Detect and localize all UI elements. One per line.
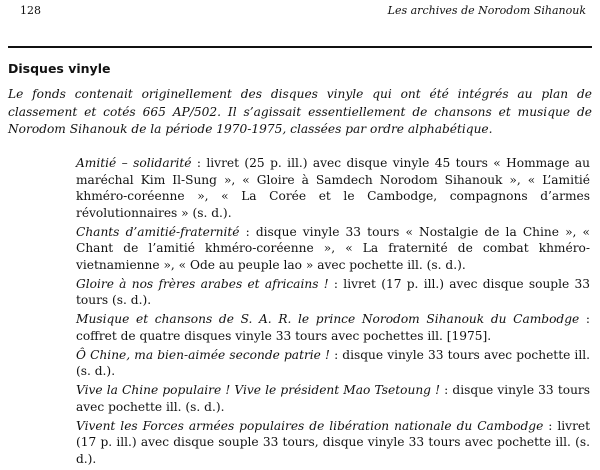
list-item — [76, 311, 590, 344]
entry-title: Vive la Chine populaire ! Vive le président Mao Tsetoung ! — [76, 383, 441, 397]
list-item — [76, 276, 590, 309]
entry-description: : coffret de quatre disques vinyle 33 tours avec pochettes ill. [1975]. — [76, 312, 590, 343]
entry-title: Chants d’amitié-fraternité — [76, 224, 240, 239]
list-item — [76, 155, 590, 221]
entry-description: : disque vinyle 33 tours « Nostalgie de la Chine », « Chant de l’amitié khméro-coréenne », « La fraternité de combat khméro-vietnamienne », « Ode au peuple lao » avec pochette ill. (s. d.). — [76, 224, 590, 272]
entry-description: : livret (17 p. ill.) avec disque souple 33 tours, disque vinyle 33 tours avec pochette ill. (s. d.). — [76, 418, 591, 466]
entry-title: Ô Chine, ma bien-aimée seconde patrie ! — [76, 347, 330, 362]
entry-title: Amitié – solidarité — [76, 156, 192, 170]
page-number: 128 — [20, 4, 41, 17]
entry-list — [76, 155, 590, 470]
section-title: Disques vinyle — [8, 61, 111, 76]
section-intro: Le fonds contenait originellement des disques vinyle qui ont été intégrés au plan de classement et cotés 665 AP/502. Il s’agissait essentiellement de chansons et musique de Norodom Sihanouk de la période 1970-1975, classées par ordre alphabétique. — [8, 87, 592, 136]
entry-title: Gloire à nos frères arabes et africains ! — [76, 276, 329, 291]
entry-title: Vivent les Forces armées populaires de libération nationale du Cambodge — [76, 418, 544, 433]
list-item — [76, 224, 590, 274]
list-item — [76, 347, 590, 380]
entry-description: : livret (25 p. ill.) avec disque vinyle 45 tours « Hommage au maréchal Kim Il-Sung », « Gloire à Samdech Norodom Sihanouk », « L’amitié khméro-coréenne », « La Corée et le Cambodge, compagnons d’armes révolutionnaires » (s. d.). — [76, 156, 590, 220]
entry-description: : disque vinyle 33 tours avec pochette ill. (s. d.). — [76, 383, 590, 414]
running-title: Les archives de Norodom Sihanouk — [387, 4, 586, 17]
entry-title: Musique et chansons de S. A. R. le prince Norodom Sihanouk du Cambodge — [76, 312, 580, 326]
page-header — [20, 4, 586, 22]
list-item — [76, 418, 590, 468]
list-item — [76, 382, 590, 415]
section-divider — [8, 46, 592, 48]
entry-description: : livret (17 p. ill.) avec disque souple 33 tours (s. d.). — [76, 276, 590, 307]
entry-description: : disque vinyle 33 tours avec pochette ill. (s. d.). — [76, 347, 590, 378]
